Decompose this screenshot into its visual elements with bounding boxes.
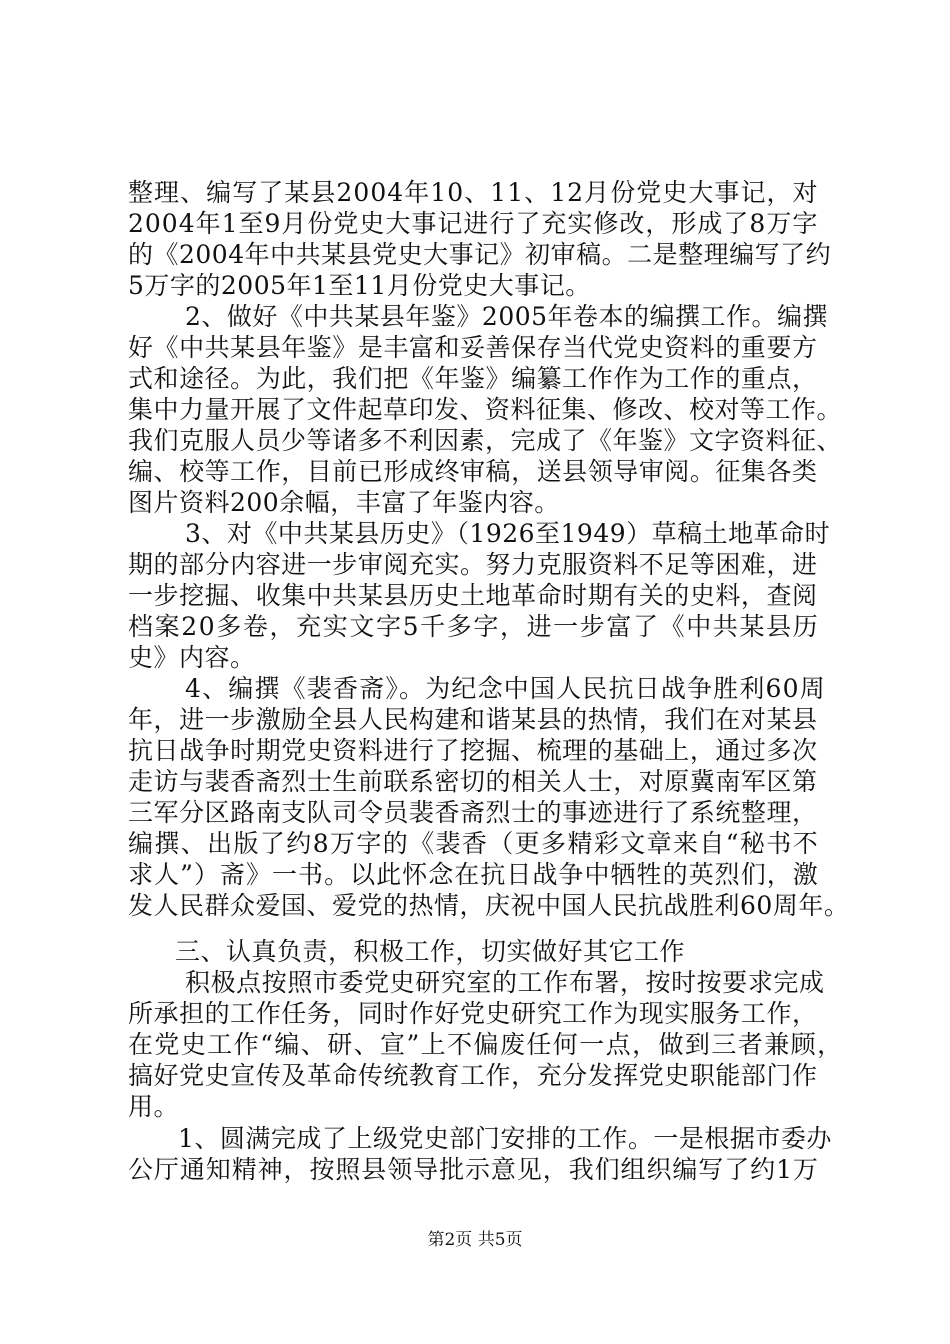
text-line: 集中力量开展了文件起草印发、资料征集、修改、校对等工作。 <box>128 395 843 424</box>
text-line: 4、编撰《裴香斋》。为纪念中国人民抗日战争胜利60周 <box>185 674 826 703</box>
text-line: 编撰、出版了约8万字的《裴香（更多精彩文章来自“秘书不 <box>128 829 820 858</box>
text-line: 式和途径。为此，我们把《年鉴》编纂工作作为工作的重点， <box>128 364 818 393</box>
text-line: 走访与裴香斋烈士生前联系密切的相关人士，对原冀南军区第 <box>128 767 818 796</box>
text-line: 在党史工作“编、研、宣”上不偏废任何一点，做到三者兼顾， <box>128 1030 844 1059</box>
text-line: 编、校等工作，目前已形成终审稿，送县领导审阅。征集各类 <box>128 457 818 486</box>
text-line: 期的部分内容进一步审阅充实。努力克服资料不足等困难，进 <box>128 550 818 579</box>
text-line: 档案20多卷，充实文字5千多字，进一步富了《中共某县历 <box>128 612 820 641</box>
text-line: 5万字的2005年1至11月份党史大事记。 <box>128 271 591 300</box>
text-line: 的《2004年中共某县党史大事记》初审稿。二是整理编写了约 <box>128 240 832 269</box>
text-line: 好《中共某县年鉴》是丰富和妥善保存当代党史资料的重要方 <box>128 333 818 362</box>
text-line: 积极点按照市委党史研究室的工作布署，按时按要求完成 <box>185 968 825 997</box>
text-line: 公厅通知精神，按照县领导批示意见，我们组织编写了约1万 <box>128 1155 819 1184</box>
text-line: 三军分区路南支队司令员裴香斋烈士的事迹进行了系统整理， <box>128 798 818 827</box>
text-line: 一步挖掘、收集中共某县历史土地革命时期有关的史料，查阅 <box>128 581 818 610</box>
text-line: 所承担的工作任务，同时作好党史研究工作为现实服务工作， <box>128 999 818 1028</box>
text-line: 2、做好《中共某县年鉴》2005年卷本的编撰工作。编撰 <box>185 302 829 331</box>
text-line: 用。 <box>128 1092 180 1121</box>
text-line: 我们克服人员少等诸多不利因素，完成了《年鉴》文字资料征、 <box>128 426 843 455</box>
text-line: 史》内容。 <box>128 643 256 672</box>
text-line: 三、认真负责，积极工作，切实做好其它工作 <box>175 937 686 966</box>
text-line: 抗日战争时期党史资料进行了挖掘、梳理的基础上，通过多次 <box>128 736 818 765</box>
text-line: 求人”）斋》一书。以此怀念在抗日战争中牺牲的英烈们，激 <box>128 860 819 889</box>
text-line: 2004年1至9月份党史大事记进行了充实修改，形成了8万字 <box>128 209 819 238</box>
text-line: 年，进一步激励全县人民构建和谐某县的热情，我们在对某县 <box>128 705 818 734</box>
text-line: 1、圆满完成了上级党史部门安排的工作。一是根据市委办 <box>178 1124 832 1153</box>
text-line: 发人民群众爱国、爱党的热情，庆祝中国人民抗战胜利60周年。 <box>128 891 850 920</box>
text-line: 整理、编写了某县2004年10、11、12月份党史大事记，对 <box>128 178 819 207</box>
page-footer: 第2页 共5页 <box>427 1230 523 1250</box>
text-line: 搞好党史宣传及革命传统教育工作，充分发挥党史职能部门作 <box>128 1061 818 1090</box>
text-line: 3、对《中共某县历史》（1926至1949）草稿土地革命时 <box>185 519 831 548</box>
text-line: 图片资料200余幅，丰富了年鉴内容。 <box>128 488 560 517</box>
